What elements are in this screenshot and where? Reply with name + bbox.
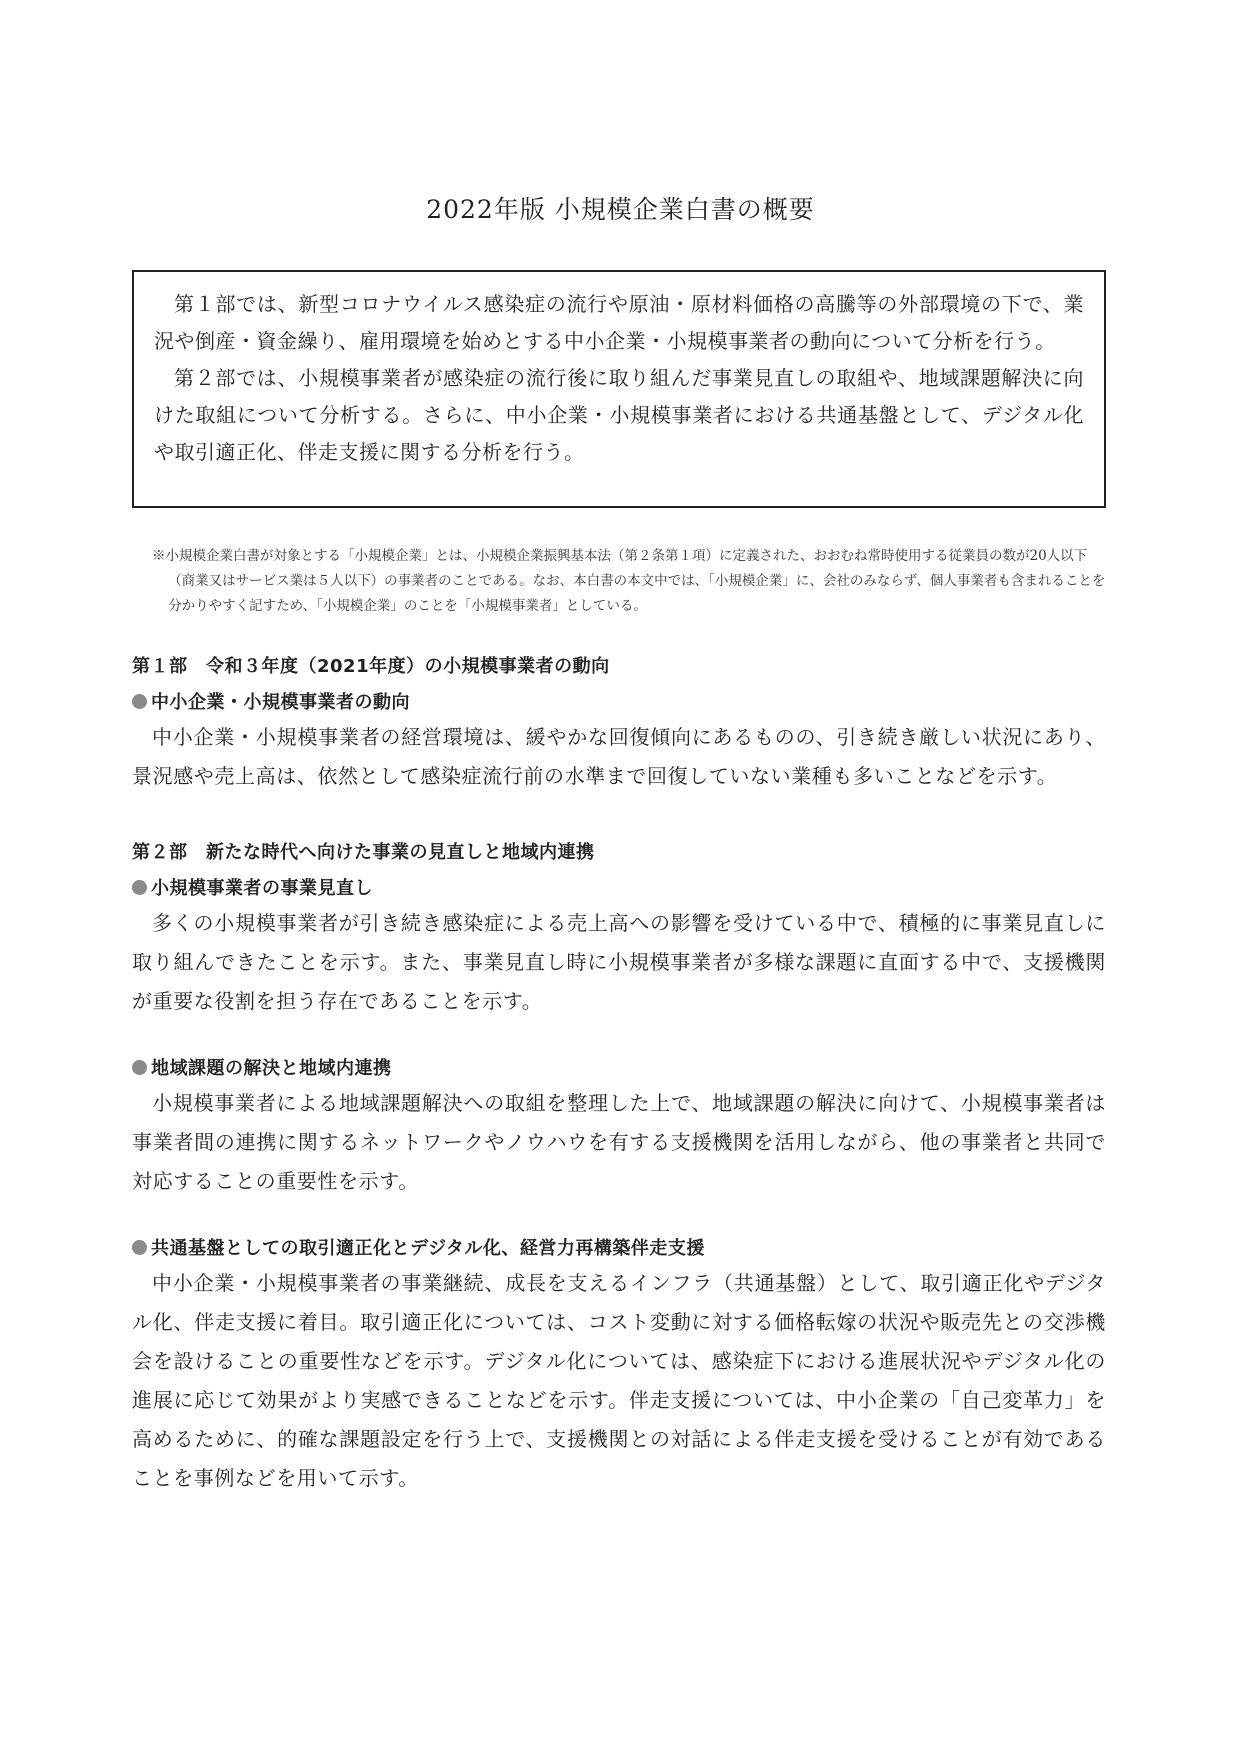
summary-box: [132, 270, 1106, 508]
footnote: [152, 544, 1112, 619]
part2-section1-text: 多くの小規模事業者が引き続き感染症による売上高への影響を受けている中で、積極的に事業見直しに取り組んできたことを示す。また、事業見直し時に小規模事業者が多様な課題に直面する中で、支援機関が重要な役割を担う存在であることを示す。: [132, 911, 1106, 1013]
section-heading-label: 共通基盤としての取引適正化とデジタル化、経営力再構築伴走支援: [151, 1238, 705, 1259]
section-heading-label: 小規模事業者の事業見直し: [151, 878, 373, 899]
bullet-icon: [132, 880, 147, 895]
part2-section2-heading: [132, 1054, 392, 1080]
page-title: 2022年版 小規模企業白書の概要: [426, 195, 815, 224]
part1-heading: 第１部 令和３年度（2021年度）の小規模事業者の動向: [132, 656, 610, 677]
part2-heading: 第２部 新たな時代へ向けた事業の見直しと地域内連携: [132, 842, 595, 863]
part1-section1-text: 中小企業・小規模事業者の経営環境は、緩やかな回復傾向にあるものの、引き続き厳しい状況にあり、景況感や売上高は、依然として感染症流行前の水準まで回復していない業種も多いことなどを示す。: [132, 725, 1106, 788]
summary-paragraph-1: 第１部では、新型コロナウイルス感染症の流行や原油・原材料価格の高騰等の外部環境の下で、業況や倒産・資金繰り、雇用環境を始めとする中小企業・小規模事業者の動向について分析を行う。: [154, 292, 1084, 353]
bullet-icon: [132, 1060, 147, 1075]
part2-section2-text: 小規模事業者による地域課題解決への取組を整理した上で、地域課題の解決に向けて、小規模事業者は事業者間の連携に関するネットワークやノウハウを有する支援機関を活用しながら、他の事業者と共同で対応することの重要性を示す。: [132, 1091, 1106, 1193]
part2-section1-heading: [132, 874, 373, 900]
bullet-icon: [132, 694, 147, 709]
section-heading-label: 中小企業・小規模事業者の動向: [151, 692, 410, 713]
summary-paragraph-2: 第２部では、小規模事業者が感染症の流行後に取り組んだ事業見直しの取組や、地域課題解決に向けた取組について分析する。さらに、中小企業・小規模事業者における共通基盤として、デジタル化や取引適正化、伴走支援に関する分析を行う。: [154, 366, 1084, 464]
part2-section3-heading: [132, 1234, 705, 1260]
footnote-text: ※小規模企業白書が対象とする「小規模企業」とは、小規模企業振興基本法（第２条第１項）に定義された、おおむね常時使用する従業員の数が20人以下（商業又はサービス業は５人以下）の事業者のことである。なお、本白書の本文中では、「小規模企業」に、会社のみならず、個人事業者も含まれることを分かりやすく記すため、「小規模企業」のことを「小規模事業者」としている。: [152, 548, 1106, 614]
part2-section3-text: 中小企業・小規模事業者の事業継続、成長を支えるインフラ（共通基盤）として、取引適正化やデジタル化、伴走支援に着目。取引適正化については、コスト変動に対する価格転嫁の状況や販売先との交渉機会を設けることの重要性などを示す。デジタル化については、感染症下における進展状況やデジタル化の進展に応じて効果がより実感できることなどを示す。伴走支援については、中小企業の「自己変革力」を高めるために、的確な課題設定を行う上で、支援機関との対話による伴走支援を受けることが有効であることを事例などを用いて示す。: [132, 1271, 1106, 1490]
bullet-icon: [132, 1240, 147, 1255]
part1-section1-heading: [132, 688, 410, 714]
section-heading-label: 地域課題の解決と地域内連携: [151, 1058, 392, 1079]
